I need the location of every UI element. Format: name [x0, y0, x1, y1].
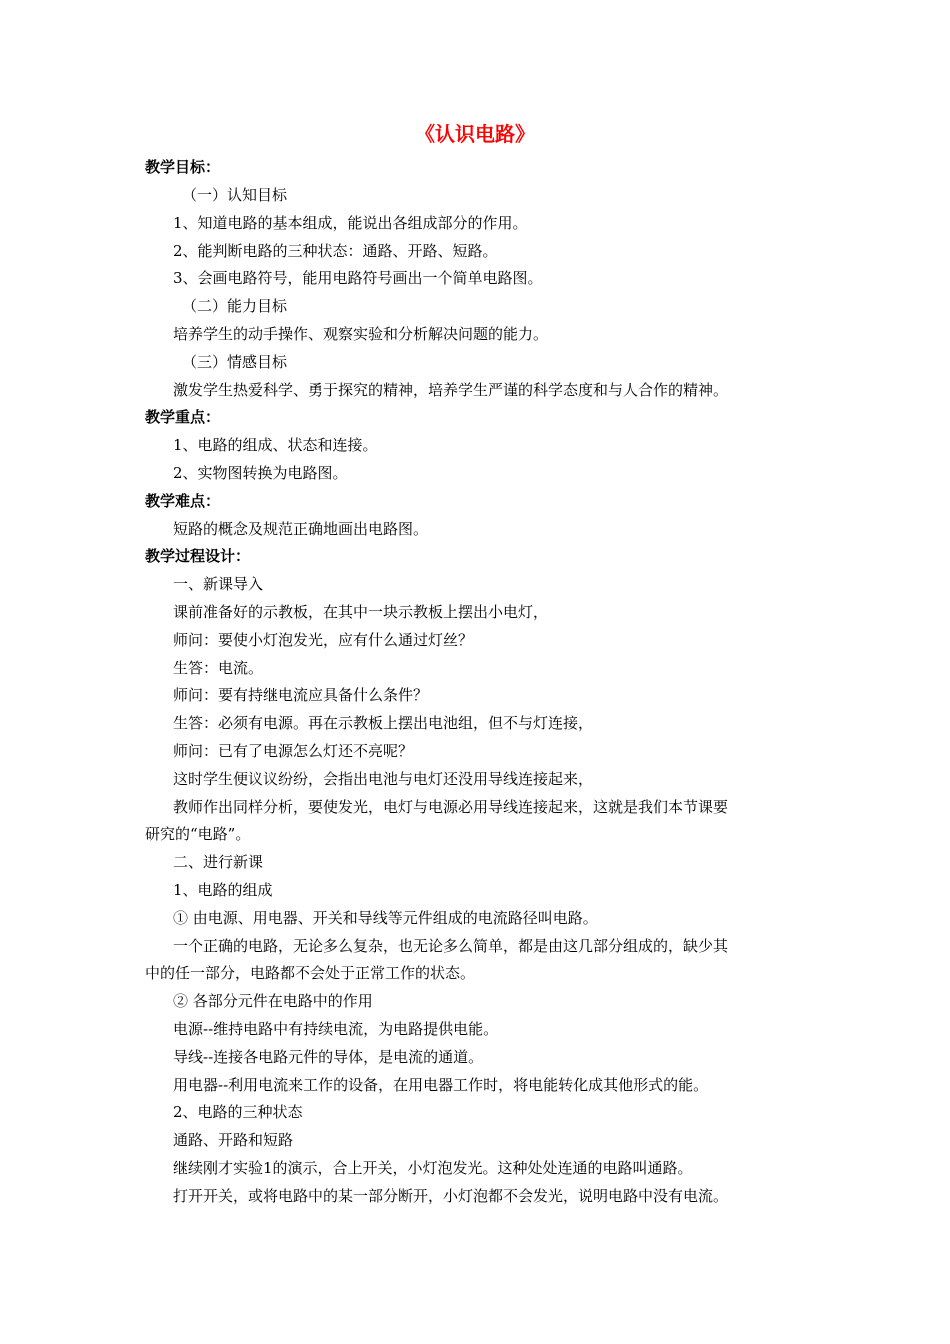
subheading-cognitive-objectives: （一）认知目标 [182, 186, 288, 204]
paragraph-line: 培养学生的动手操作、观察实验和分析解决问题的能力。 [173, 325, 549, 343]
paragraph-line: 师问：已有了电源怎么灯还不亮呢？ [173, 742, 414, 760]
paragraph-line: 教师作出同样分析，要使发光，电灯与电源必用导线连接起来，这就是我们本节课要 [173, 798, 729, 816]
paragraph-line: ② 各部分元件在电路中的作用 [173, 992, 373, 1010]
paragraph-line: 生答：必须有电源。再在示教板上摆出电池组，但不与灯连接， [173, 714, 594, 732]
section-heading-new-lesson: 二、进行新课 [173, 853, 264, 871]
heading-key-points: 教学重点： [145, 408, 221, 426]
paragraph-line: 导线--连接各电路元件的导体，是电流的通道。 [173, 1048, 484, 1066]
paragraph-line: 师问：要使小灯泡发光，应有什么通过灯丝？ [173, 631, 474, 649]
paragraph-line: ① 由电源、用电器、开关和导线等元件组成的电流路径叫电路。 [173, 909, 598, 927]
paragraph-line: 2、实物图转换为电路图。 [173, 464, 348, 482]
paragraph-line: 一个正确的电路，无论多么复杂，也无论多么简单，都是由这几部分组成的，缺少其 [173, 937, 729, 955]
paragraph-line: 继续刚才实验1的演示，合上开关，小灯泡发光。这种处处连通的电路叫通路。 [173, 1159, 693, 1177]
paragraph-line: 中的任一部分，电路都不会处于正常工作的状态。 [145, 964, 476, 982]
paragraph-line: 课前准备好的示教板，在其中一块示教板上摆出小电灯， [173, 603, 549, 621]
paragraph-line: 1、电路的组成、状态和连接。 [173, 436, 378, 454]
paragraph-line: 激发学生热爱科学、勇于探究的精神，培养学生严谨的科学态度和与人合作的精神。 [173, 381, 729, 399]
paragraph-line: 2、电路的三种状态 [173, 1103, 303, 1121]
paragraph-line: 通路、开路和短路 [173, 1131, 294, 1149]
paragraph-line: 用电器--利用电流来工作的设备，在用电器工作时，将电能转化成其他形式的能。 [173, 1076, 709, 1094]
paragraph-line: 1、知道电路的基本组成，能说出各组成部分的作用。 [173, 214, 528, 232]
paragraph-line: 打开开关，或将电路中的某一部分断开，小灯泡都不会发光，说明电路中没有电流。 [173, 1187, 729, 1205]
paragraph-line: 电源--维持电路中有持续电流，为电路提供电能。 [173, 1020, 499, 1038]
paragraph-line: 师问：要有持继电流应具备什么条件？ [173, 686, 429, 704]
paragraph-line: 这时学生便议议纷纷，会指出电池与电灯还没用导线连接起来， [173, 770, 594, 788]
heading-difficult-points: 教学难点： [145, 492, 221, 510]
paragraph-line: 生答：电流。 [173, 659, 264, 677]
heading-teaching-objectives: 教学目标： [145, 158, 221, 176]
subheading-ability-objectives: （二）能力目标 [182, 297, 288, 315]
paragraph-line: 1、电路的组成 [173, 881, 273, 899]
section-heading-introduction: 一、新课导入 [173, 575, 264, 593]
heading-teaching-process: 教学过程设计： [145, 547, 251, 565]
subheading-emotional-objectives: （三）情感目标 [182, 353, 288, 371]
document-title: 《认识电路》 [415, 122, 535, 146]
paragraph-line: 短路的概念及规范正确地画出电路图。 [173, 520, 429, 538]
paragraph-line: 研究的“电路”。 [145, 825, 251, 843]
paragraph-line: 2、能判断电路的三种状态：通路、开路、短路。 [173, 242, 498, 260]
paragraph-line: 3、会画电路符号，能用电路符号画出一个简单电路图。 [173, 269, 543, 287]
